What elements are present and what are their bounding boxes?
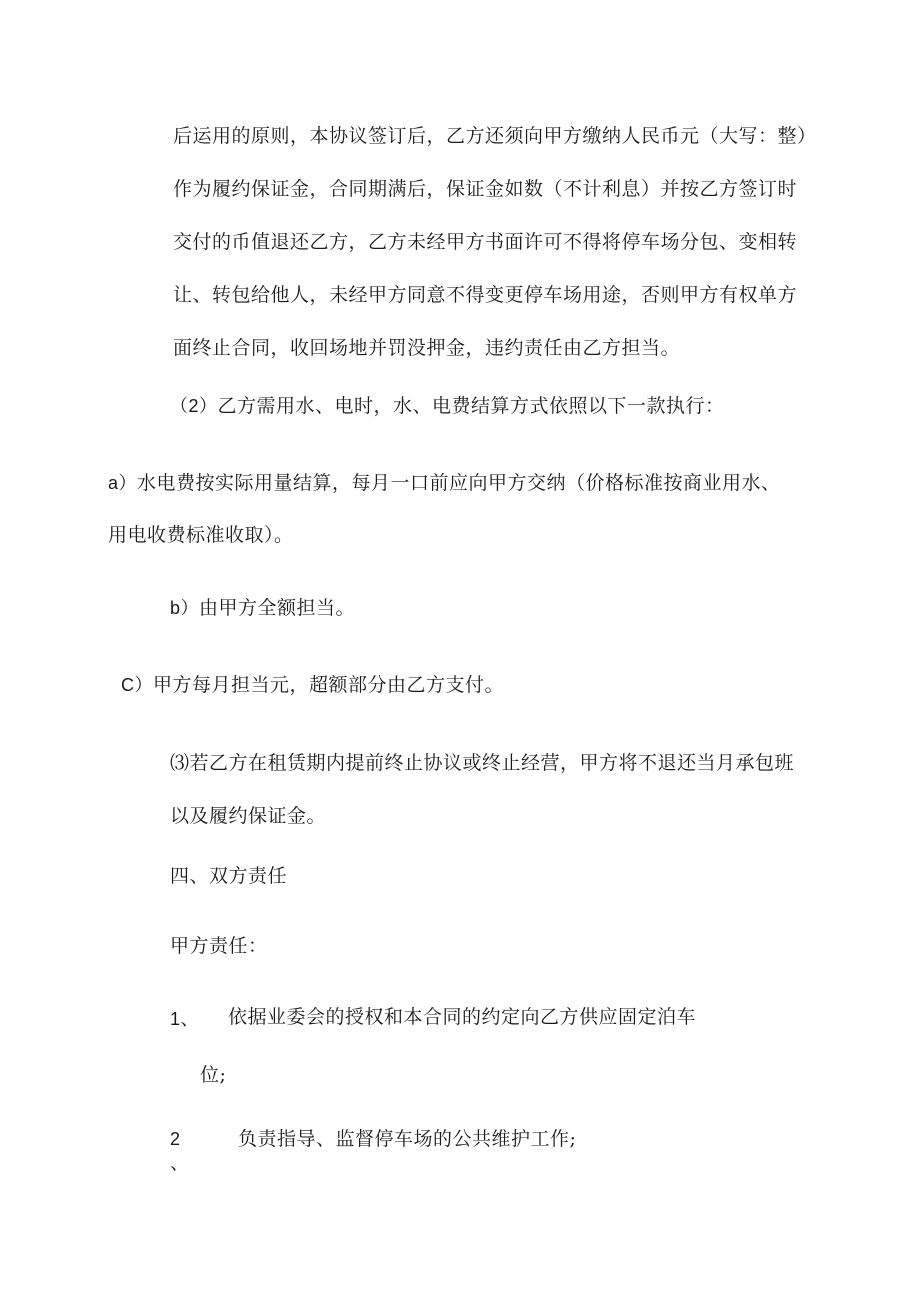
clause-2-marker: （2） <box>170 396 218 416</box>
item-2-number: 2 <box>170 1129 181 1149</box>
item-1-line1: 依据业委会的授权和本合同的约定向乙方供应固定泊车 <box>228 1006 697 1028</box>
option-b-text: 由甲方全额担当。 <box>199 597 356 619</box>
option-a <box>108 470 781 496</box>
option-b-marker: b） <box>170 598 200 618</box>
party-a-heading: 甲方责任： <box>170 935 268 957</box>
paragraph-line: 交付的币值退还乙方，乙方未经甲方书面许可不得将停车场分包、变相转 <box>173 231 798 253</box>
item-2-text: 负责指导、监督停车场的公共维护工作; <box>238 1128 577 1150</box>
option-c-text: 甲方每月担当元，超额部分由乙方支付。 <box>153 674 505 696</box>
option-c <box>121 672 504 698</box>
option-a-marker: a） <box>108 473 138 493</box>
option-c-marker: C） <box>121 675 153 695</box>
item-1-number: 1、 <box>170 1009 200 1029</box>
paragraph-line: 面终止合同，收回场地并罚没押金，违约责任由乙方担当。 <box>173 337 681 359</box>
clause-2-text: 乙方需用水、电时，水、电费结算方式依照以下一款执行： <box>217 395 725 417</box>
item-1-line2: 位; <box>200 1064 227 1086</box>
option-a-line1: 水电费按实际用量结算，每月一口前应向甲方交纳（价格标准按商业用水、 <box>137 472 781 494</box>
clause-2 <box>170 393 725 419</box>
option-b <box>170 595 355 621</box>
clause-3-line2: 以及履约保证金。 <box>170 805 327 827</box>
item-2-number-suffix: 、 <box>170 1152 190 1174</box>
paragraph-line: 作为履约保证金，合同期满后，保证金如数（不计利息）并按乙方签订时 <box>173 178 798 200</box>
clause-3-line1: ⑶若乙方在租赁期内提前终止协议或终止经营，甲方将不退还当月承包班 <box>170 752 795 774</box>
paragraph-line: 让、转包给他人，未经甲方同意不得变更停车场用途，否则甲方有权单方 <box>173 284 798 306</box>
section-4-heading: 四、双方责任 <box>170 865 288 887</box>
paragraph-line: 后运用的原则，本协议签订后，乙方还须向甲方缴纳人民币元（大写：整） <box>173 125 817 147</box>
option-a-line2: 用电收费标准收取）。 <box>108 524 294 546</box>
